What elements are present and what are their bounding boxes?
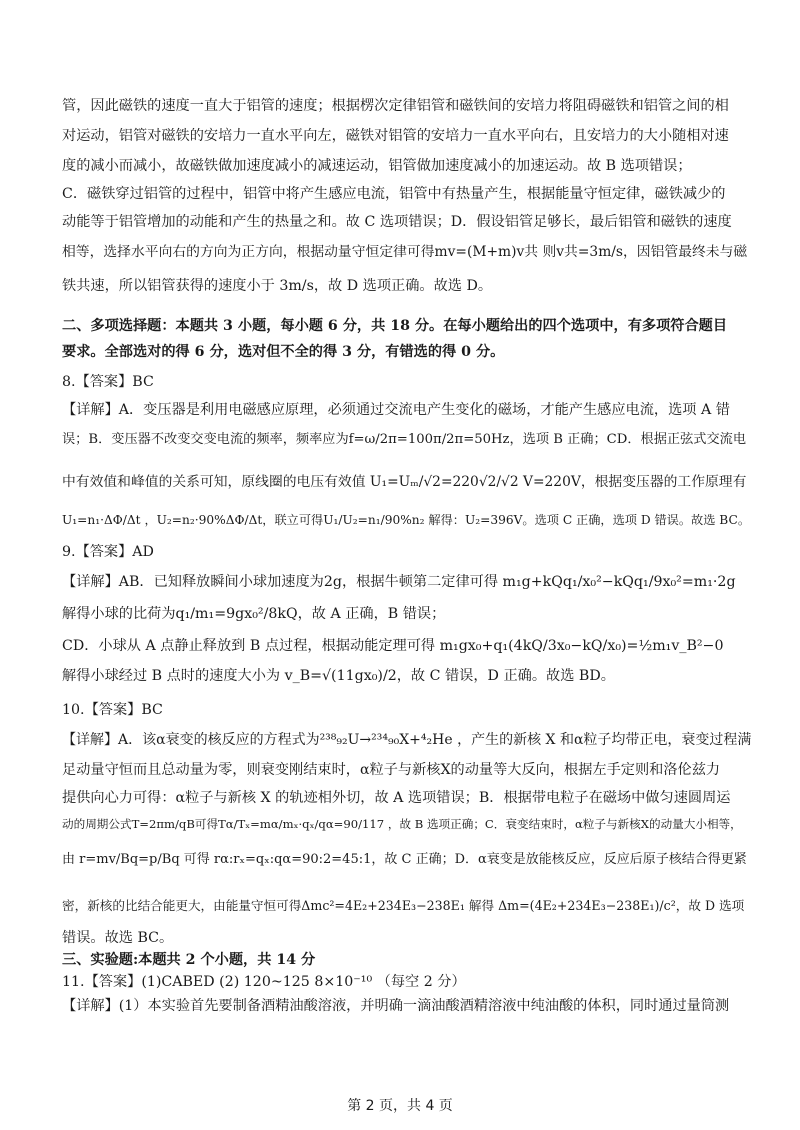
text-line: CD．小球从 A 点静止释放到 B 点过程，根据动能定理可得 m₁gx₀+q₁(4kQ/3x₀−kQ/x₀)=½m₁v_B²−0 [62, 638, 724, 654]
text-line: 对运动，铝管对磁铁的安培力一直水平向左，磁铁对铝管的安培力一直水平向右，且安培力的大小随相对速 [62, 128, 729, 144]
text-line: 提供向心力可得：α粒子与新核 X 的轨迹相外切，故 A 选项错误；B．根据带电粒子在磁场中做匀速圆周运 [62, 790, 731, 806]
answer-label: 9.【答案】AD [62, 544, 154, 560]
text-line: 动的周期公式T=2πm/qB可得Tα/Tₓ=mα/mₓ·qₓ/qα=90/117 ，故 B 选项正确；C．衰变结束时，α粒子与新核X的动量大小相等， [62, 817, 742, 831]
section-heading: 要求。全部选对的得 6 分，选对但不全的得 3 分，有错选的得 0 分。 [62, 344, 505, 360]
text-line: 铁共速，所以铝管获得的速度小于 3m/s，故 D 选项正确。故选 D。 [62, 278, 493, 294]
text-line: 管，因此磁铁的速度一直大于铝管的速度；根据楞次定律铝管和磁铁间的安培力将阻碍磁铁和铝管之间的相 [62, 98, 729, 114]
answer-label: 8.【答案】BC [62, 374, 154, 390]
answer-label: 11.【答案】(1)CABED (2) 120~125 8×10⁻¹⁰ （每空 2 分） [62, 974, 466, 990]
text-line: 解得小球经过 B 点时的速度大小为 v_B=√(11gx₀)/2，故 C 错误，D 正确。故选 BD。 [62, 668, 615, 684]
page-footer: 第 2 页，共 4 页 [347, 1098, 453, 1114]
text-line: 度的减小而减小，故磁铁做加速度减小的减速运动，铝管做加速度减小的加速运动。故 B 选项错误； [62, 158, 692, 174]
text-line: 相等，选择水平向右的方向为正方向，根据动量守恒定律可得mv=(M+m)v共 则v共=3m/s，因铝管最终未与磁 [62, 244, 748, 260]
text-line: 由 r=mv/Bq=p/Bq 可得 rα:rₓ=qₓ:qα=90:2=45:1，故 C 正确；D．α衰变是放能核反应，反应后原子核结合得更紧 [62, 852, 747, 867]
text-line: 【详解】(1）本实验首先要制备酒精油酸溶液，并明确一滴油酸酒精溶液中纯油酸的体积，同时通过量筒测 [62, 998, 730, 1014]
section-heading: 三、实验题:本题共 2 个小题，共 14 分 [62, 952, 316, 968]
text-line: 动能等于铝管增加的动能和产生的热量之和。故 C 选项错误；D．假设铝管足够长，最后铝管和磁铁的速度 [62, 214, 732, 230]
text-line: 【详解】A．变压器是利用电磁感应原理，必须通过交流电产生变化的磁场，才能产生感应电流，选项 A 错 [62, 402, 730, 418]
text-line: U₁=n₁·ΔΦ/Δt ，U₂=n₂·90%ΔΦ/Δt，联立可得U₁/U₂=n₁/90%n₂ 解得：U₂=396V。选项 C 正确，选项 D 错误。故选 BC。 [62, 513, 751, 527]
text-line: 中有效值和峰值的关系可知，原线圈的电压有效值 U₁=Uₘ/√2=220√2/√2 V=220V，根据变压器的工作原理有 [62, 474, 747, 490]
text-line: 错误。故选 BC。 [62, 930, 174, 946]
text-line: 【详解】A．该α衰变的核反应的方程式为²³⁸₉₂U→²³⁴₉₀X+⁴₂He ，产生的新核 X 和α粒子均带正电，衰变过程满 [62, 732, 752, 748]
text-line: 密，新核的比结合能更大，由能量守恒可得Δmc²=4E₂+234E₃−238E₁ 解得 Δm=(4E₂+234E₃−238E₁)/c²，故 D 选项 [62, 898, 745, 913]
text-line: 足动量守恒而且总动量为零，则衰变刚结束时，α粒子与新核X的动量等大反向，根据左手定则和洛伦兹力 [62, 762, 721, 778]
text-line: C．磁铁穿过铝管的过程中，铝管中将产生感应电流，铝管中有热量产生，根据能量守恒定律，磁铁减少的 [62, 186, 726, 202]
text-line: 解得小球的比荷为q₁/m₁=9gx₀²/8kQ，故 A 正确，B 错误； [62, 606, 446, 622]
text-line: 误；B．变压器不改变交变电流的频率，频率应为f=ω/2π=100π/2π=50Hz，选项 B 正确；CD．根据正弦式交流电 [62, 432, 747, 447]
answer-label: 10.【答案】BC [62, 702, 163, 718]
section-heading: 二、多项选择题：本题共 3 小题，每小题 6 分，共 18 分。在每小题给出的四个选项中，有多项符合题目 [62, 318, 728, 334]
text-line: 【详解】AB．已知释放瞬间小球加速度为2g，根据牛顿第二定律可得 m₁g+kQq₁/x₀²−kQq₁/9x₀²=m₁·2g [62, 574, 736, 590]
